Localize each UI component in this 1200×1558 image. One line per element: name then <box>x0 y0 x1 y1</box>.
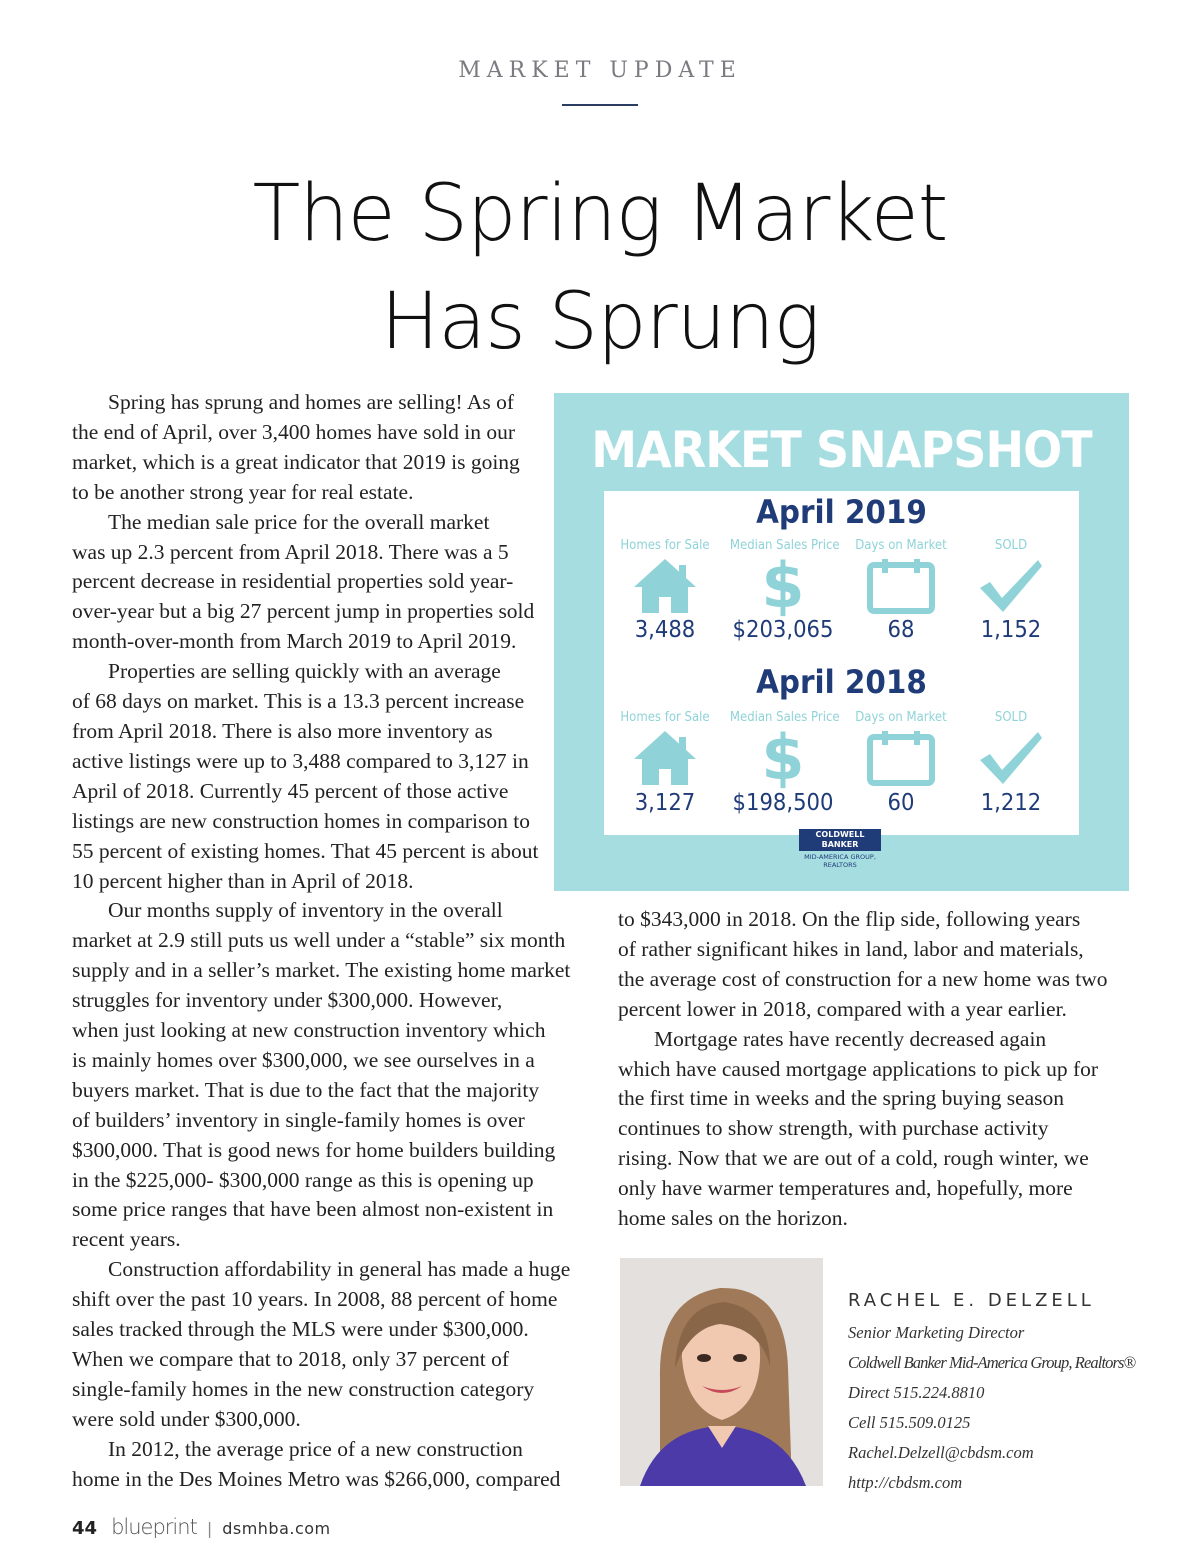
article-column-right <box>618 905 1138 1234</box>
calendar-icon <box>842 553 960 619</box>
label-days-on-market: Days on Market <box>855 710 947 725</box>
value-days-2018: 60 <box>887 790 915 816</box>
value-days-2019: 68 <box>887 617 915 643</box>
author-cell-phone: Cell 515.509.0125 <box>848 1413 971 1432</box>
paragraph-line: in the $225,000- $300,000 range as this is opening up <box>72 1167 534 1192</box>
value-price-2018: $198,500 <box>732 790 834 816</box>
article-paragraph <box>72 508 592 658</box>
paragraph-line: shift over the past 10 years. In 2008, 88 percent of home <box>72 1287 558 1312</box>
snapshot-card <box>604 491 1079 835</box>
logo-line-2: BANKER <box>821 840 859 849</box>
paragraph-line: Properties are selling quickly with an average <box>108 659 501 684</box>
author-photo <box>620 1258 823 1486</box>
stat-values-2019 <box>604 617 1079 647</box>
year-label-2019: April 2019 <box>756 493 927 531</box>
section-kicker: MARKET UPDATE <box>458 58 742 83</box>
author-name: RACHEL E. DELZELL <box>848 1290 1095 1311</box>
paragraph-line: is mainly homes over $300,000, we see ourselves in a <box>72 1047 535 1072</box>
logo-sub-2: REALTORS <box>823 861 857 869</box>
author-website-link[interactable]: http://cbdsm.com <box>848 1473 963 1492</box>
dollar-icon: $ <box>761 549 805 622</box>
stat-icons-2019 <box>604 549 1079 622</box>
article-paragraph <box>72 896 592 1255</box>
article-column-left <box>72 388 592 1495</box>
logo-line-1: COLDWELL <box>815 830 865 839</box>
headline-line-2: Has Sprung <box>380 277 820 367</box>
coldwell-banker-logo <box>799 829 881 873</box>
calendar-icon <box>842 725 960 791</box>
page-number: 44 <box>72 1518 98 1539</box>
market-snapshot-panel <box>554 393 1129 891</box>
paragraph-line: 10 percent higher than in April of 2018. <box>72 868 414 893</box>
paragraph-line: sales tracked through the MLS were under $300,000. <box>72 1317 529 1342</box>
author-title: Senior Marketing Director <box>848 1323 1025 1342</box>
paragraph-line: were sold under $300,000. <box>72 1406 301 1431</box>
footer-website-link[interactable]: dsmhba.com <box>222 1519 331 1538</box>
label-sold: SOLD <box>994 538 1028 553</box>
label-median-sales-price: Median Sales Price <box>729 710 840 725</box>
article-paragraph <box>72 1435 592 1495</box>
snapshot-title: MARKET SNAPSHOT <box>591 421 1092 479</box>
paragraph-line: Construction affordability in general has made a huge <box>108 1257 571 1282</box>
author-info <box>848 1288 1168 1498</box>
checkmark-icon <box>952 725 1070 791</box>
paragraph-line: of 68 days on market. This is a 13.3 percent increase <box>72 689 525 714</box>
paragraph-line: when just looking at new construction inventory which <box>72 1018 546 1043</box>
paragraph-line: only have warmer temperatures and, hopefully, more <box>618 1176 1073 1201</box>
page-footer <box>72 1515 331 1541</box>
article-paragraph <box>72 388 592 508</box>
paragraph-line: buyers market. That is due to the fact that the majority <box>72 1077 540 1102</box>
paragraph-line: In 2012, the average price of a new construction <box>108 1436 523 1461</box>
logo-mark <box>799 829 881 851</box>
paragraph-line: Mortgage rates have recently decreased again <box>654 1026 1047 1051</box>
label-sold: SOLD <box>994 710 1028 725</box>
value-sold-2019: 1,152 <box>980 617 1042 643</box>
paragraph-line: which have caused mortgage applications to pick up for <box>618 1056 1099 1081</box>
paragraph-line: 55 percent of existing homes. That 45 percent is about <box>72 838 539 863</box>
paragraph-line: was up 2.3 percent from April 2018. There was a 5 <box>72 539 509 564</box>
value-homes-2019: 3,488 <box>634 617 696 643</box>
house-icon <box>606 725 724 791</box>
value-sold-2018: 1,212 <box>980 790 1042 816</box>
footer-separator: | <box>206 1519 213 1538</box>
paragraph-line: to be another strong year for real estate. <box>72 479 414 504</box>
paragraph-line: listings are new construction homes in comparison to <box>72 808 530 833</box>
paragraph-line: active listings were up to 3,488 compared to 3,127 in <box>72 748 529 773</box>
article-paragraph <box>618 1025 1138 1234</box>
value-price-2019: $203,065 <box>732 617 834 643</box>
paragraph-line: $300,000. That is good news for home builders building <box>72 1137 556 1162</box>
paragraph-line: continues to show strength, with purchase activity <box>618 1116 1049 1141</box>
paragraph-line: The median sale price for the overall market <box>108 509 490 534</box>
article-headline <box>0 160 1200 376</box>
paragraph-line: home sales on the horizon. <box>618 1206 848 1231</box>
article-paragraph <box>72 657 592 896</box>
paragraph-line: of rather significant hikes in land, labor and materials, <box>618 936 1084 961</box>
author-direct-phone: Direct 515.224.8810 <box>848 1383 985 1402</box>
label-median-sales-price: Median Sales Price <box>729 538 840 553</box>
paragraph-line: struggles for inventory under $300,000. However, <box>72 988 503 1013</box>
paragraph-line: from April 2018. There is also more inventory as <box>72 718 493 743</box>
paragraph-line: When we compare that to 2018, only 37 percent of <box>72 1347 510 1371</box>
paragraph-line: supply and in a seller’s market. The existing home market <box>72 958 571 983</box>
paragraph-line: Spring has sprung and homes are selling! As of <box>108 390 515 414</box>
blueprint-logo: blueprint <box>111 1515 197 1539</box>
dollar-icon: $ <box>761 721 805 794</box>
paragraph-line: home in the Des Moines Metro was $266,000, compared <box>72 1466 561 1491</box>
logo-subtitle <box>791 853 889 869</box>
paragraph-line: market at 2.9 still puts us well under a “stable” six month <box>72 928 566 953</box>
paragraph-line: of builders’ inventory in single-family homes is over <box>72 1107 525 1132</box>
paragraph-line: recent years. <box>72 1227 181 1252</box>
paragraph-line: to $343,000 in 2018. On the flip side, following years <box>618 907 1081 931</box>
author-email-link[interactable]: Rachel.Delzell@cbdsm.com <box>848 1443 1034 1462</box>
label-homes-for-sale: Homes for Sale <box>620 710 710 725</box>
paragraph-line: some price ranges that have been almost non-existent in <box>72 1197 554 1222</box>
paragraph-line: April of 2018. Currently 45 percent of those active <box>72 778 509 803</box>
stat-icons-2018 <box>604 721 1079 794</box>
kicker-divider <box>562 104 638 106</box>
article-paragraph <box>618 905 1138 1025</box>
value-homes-2018: 3,127 <box>634 790 696 816</box>
paragraph-line: percent decrease in residential properties sold year- <box>72 569 514 594</box>
label-days-on-market: Days on Market <box>855 538 947 553</box>
paragraph-line: Our months supply of inventory in the overall <box>108 898 503 923</box>
label-homes-for-sale: Homes for Sale <box>620 538 710 553</box>
checkmark-icon <box>952 553 1070 619</box>
year-label-2018: April 2018 <box>756 663 927 701</box>
house-icon <box>606 553 724 619</box>
paragraph-line: rising. Now that we are out of a cold, rough winter, we <box>618 1146 1089 1171</box>
paragraph-line: market, which is a great indicator that 2019 is going <box>72 449 520 474</box>
paragraph-line: percent lower in 2018, compared with a year earlier. <box>618 996 1067 1021</box>
paragraph-line: over-year but a big 27 percent jump in properties sold <box>72 599 535 624</box>
paragraph-line: the end of April, over 3,400 homes have sold in our <box>72 419 516 444</box>
paragraph-line: month-over-month from March 2019 to April 2019. <box>72 629 517 654</box>
stat-values-2018 <box>604 790 1079 820</box>
paragraph-line: single-family homes in the new construction category <box>72 1376 535 1401</box>
paragraph-line: the first time in weeks and the spring buying season <box>618 1086 1065 1111</box>
article-paragraph <box>72 1255 592 1434</box>
headline-line-1: The Spring Market <box>252 169 948 259</box>
paragraph-line: the average cost of construction for a new home was two <box>618 966 1108 991</box>
author-company: Coldwell Banker Mid-America Group, Realtors® <box>848 1353 1136 1372</box>
logo-sub-1: MID-AMERICA GROUP, <box>804 853 876 861</box>
